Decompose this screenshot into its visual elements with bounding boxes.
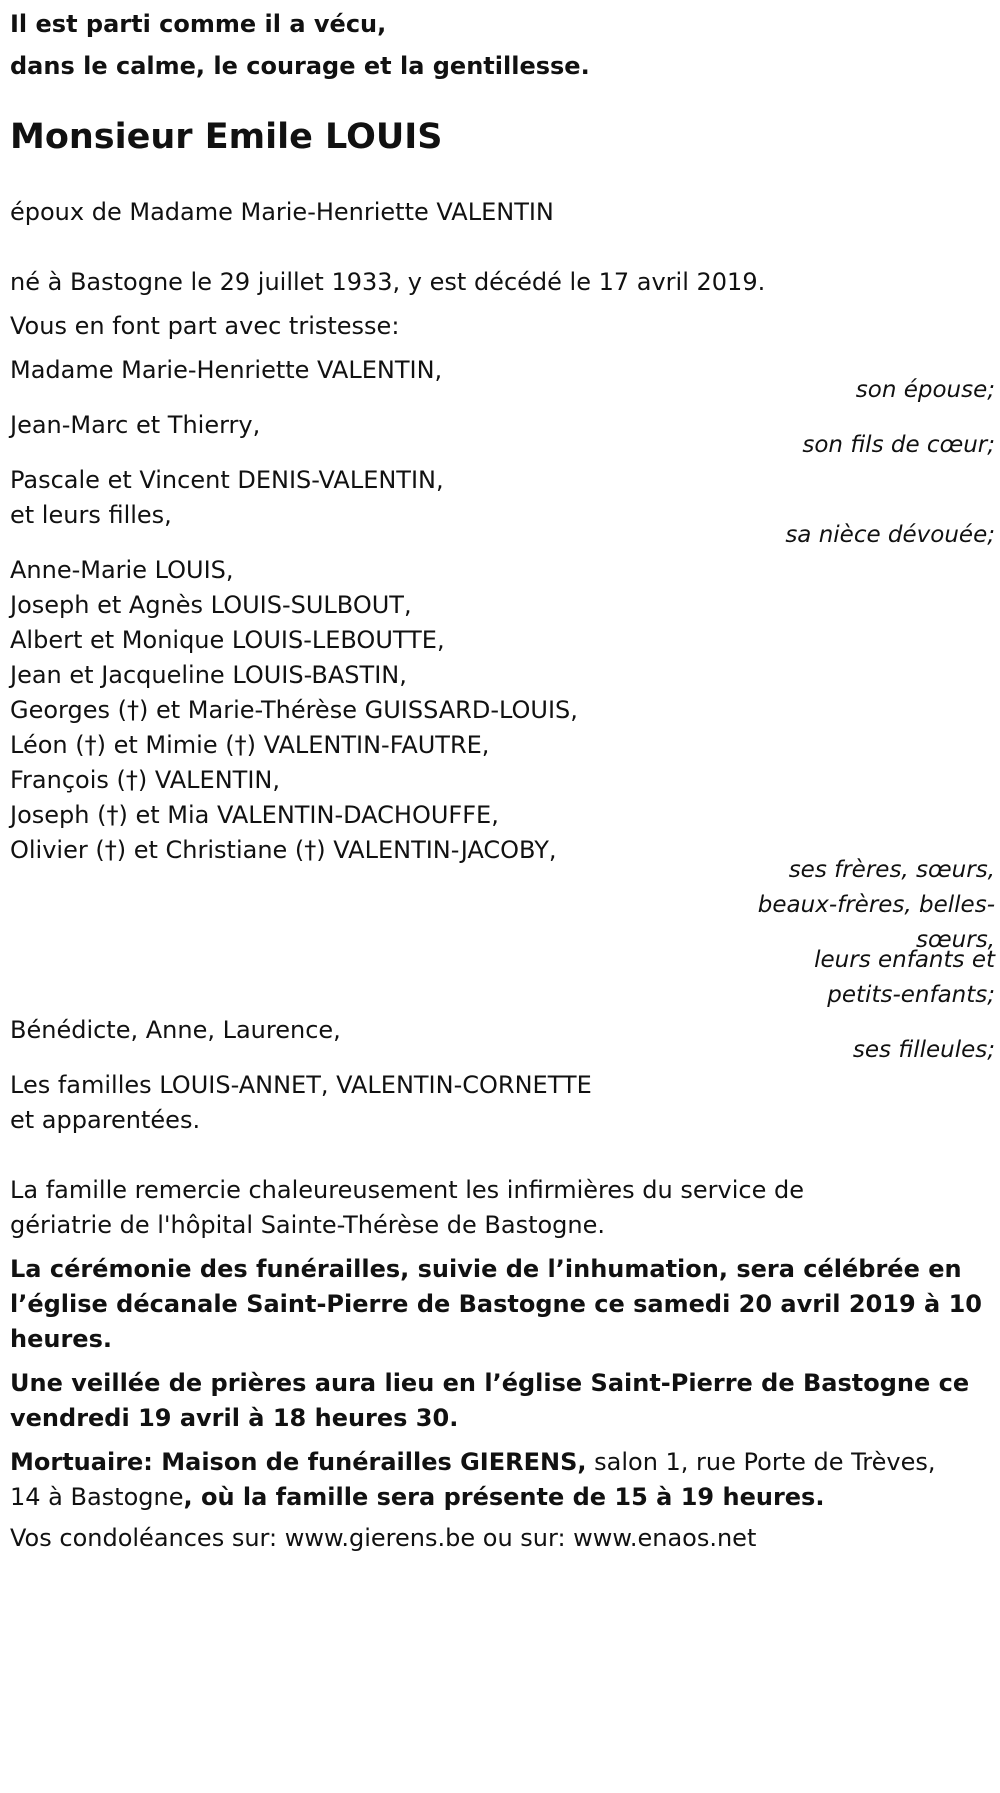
family-name: Jean-Marc et Thierry, bbox=[10, 411, 261, 439]
ceremony-line: l’église décanale Saint-Pierre de Bastogne ce samedi 20 avril 2019 à 10 bbox=[10, 1290, 982, 1318]
family-name: et apparentées. bbox=[10, 1106, 201, 1134]
mortuary-address: salon 1, rue Porte de Trèves, bbox=[586, 1448, 936, 1476]
family-name: Joseph et Agnès LOUIS-SULBOUT, bbox=[10, 591, 412, 619]
family-relation: sa nièce dévouée; bbox=[785, 522, 995, 548]
family-relation: ses filleules; bbox=[852, 1037, 995, 1063]
spouse-line: époux de Madame Marie-Henriette VALENTIN bbox=[10, 198, 554, 226]
family-name: Anne-Marie LOUIS, bbox=[10, 556, 234, 584]
mortuary-label: Mortuaire: Maison de funérailles GIERENS, bbox=[10, 1448, 587, 1476]
family-relation: petits-enfants; bbox=[827, 982, 995, 1008]
family-relation: sœurs, bbox=[916, 927, 995, 953]
birth-death-line: né à Bastogne le 29 juillet 1933, y est décédé le 17 avril 2019. bbox=[10, 268, 766, 296]
family-name: et leurs filles, bbox=[10, 501, 172, 529]
ceremony-line: heures. bbox=[10, 1325, 112, 1353]
thanks-line: gériatrie de l'hôpital Sainte-Thérèse de Bastogne. bbox=[10, 1211, 606, 1239]
ceremony-line: La cérémonie des funérailles, suivie de l’inhumation, sera célébrée en bbox=[10, 1255, 962, 1283]
family-name: François (†) VALENTIN, bbox=[10, 766, 280, 794]
vigil-line: vendredi 19 avril à 18 heures 30. bbox=[10, 1404, 459, 1432]
mortuary-address-cont: 14 à Bastogne bbox=[10, 1483, 184, 1511]
family-name: Bénédicte, Anne, Laurence, bbox=[10, 1016, 341, 1044]
obituary-page bbox=[10, 0, 995, 1793]
epigraph-line-2: dans le calme, le courage et la gentillesse. bbox=[10, 52, 590, 80]
family-name: Georges (†) et Marie-Thérèse GUISSARD-LOUIS, bbox=[10, 696, 578, 724]
family-name: Jean et Jacqueline LOUIS-BASTIN, bbox=[10, 661, 407, 689]
announcement-intro: Vous en font part avec tristesse: bbox=[10, 312, 400, 340]
mortuary-presence: , où la famille sera présente de 15 à 19 heures. bbox=[183, 1483, 825, 1511]
family-relation: son épouse; bbox=[855, 377, 995, 403]
family-relation: son fils de cœur; bbox=[802, 432, 995, 458]
condolences-line: Vos condoléances sur: www.gierens.be ou sur: www.enaos.net bbox=[10, 1524, 757, 1552]
deceased-name: Monsieur Emile LOUIS bbox=[10, 117, 443, 157]
family-name: Pascale et Vincent DENIS-VALENTIN, bbox=[10, 466, 444, 494]
thanks-line: La famille remercie chaleureusement les infirmières du service de bbox=[10, 1176, 804, 1204]
family-name: Léon (†) et Mimie (†) VALENTIN-FAUTRE, bbox=[10, 731, 490, 759]
epigraph-line-1: Il est parti comme il a vécu, bbox=[10, 10, 387, 38]
family-name: Joseph (†) et Mia VALENTIN-DACHOUFFE, bbox=[10, 801, 499, 829]
family-name: Les familles LOUIS-ANNET, VALENTIN-CORNETTE bbox=[10, 1071, 592, 1099]
mortuary-line-2 bbox=[10, 1477, 824, 1517]
family-relation: ses frères, sœurs, bbox=[788, 857, 995, 883]
vigil-line: Une veillée de prières aura lieu en l’église Saint-Pierre de Bastogne ce bbox=[10, 1369, 970, 1397]
family-name: Albert et Monique LOUIS-LEBOUTTE, bbox=[10, 626, 445, 654]
mortuary-line-1 bbox=[10, 1442, 935, 1482]
family-relation: beaux-frères, belles- bbox=[757, 892, 995, 918]
family-name: Olivier (†) et Christiane (†) VALENTIN-JACOBY, bbox=[10, 836, 557, 864]
family-name: Madame Marie-Henriette VALENTIN, bbox=[10, 356, 443, 384]
family-relation: leurs enfants et bbox=[814, 947, 995, 973]
